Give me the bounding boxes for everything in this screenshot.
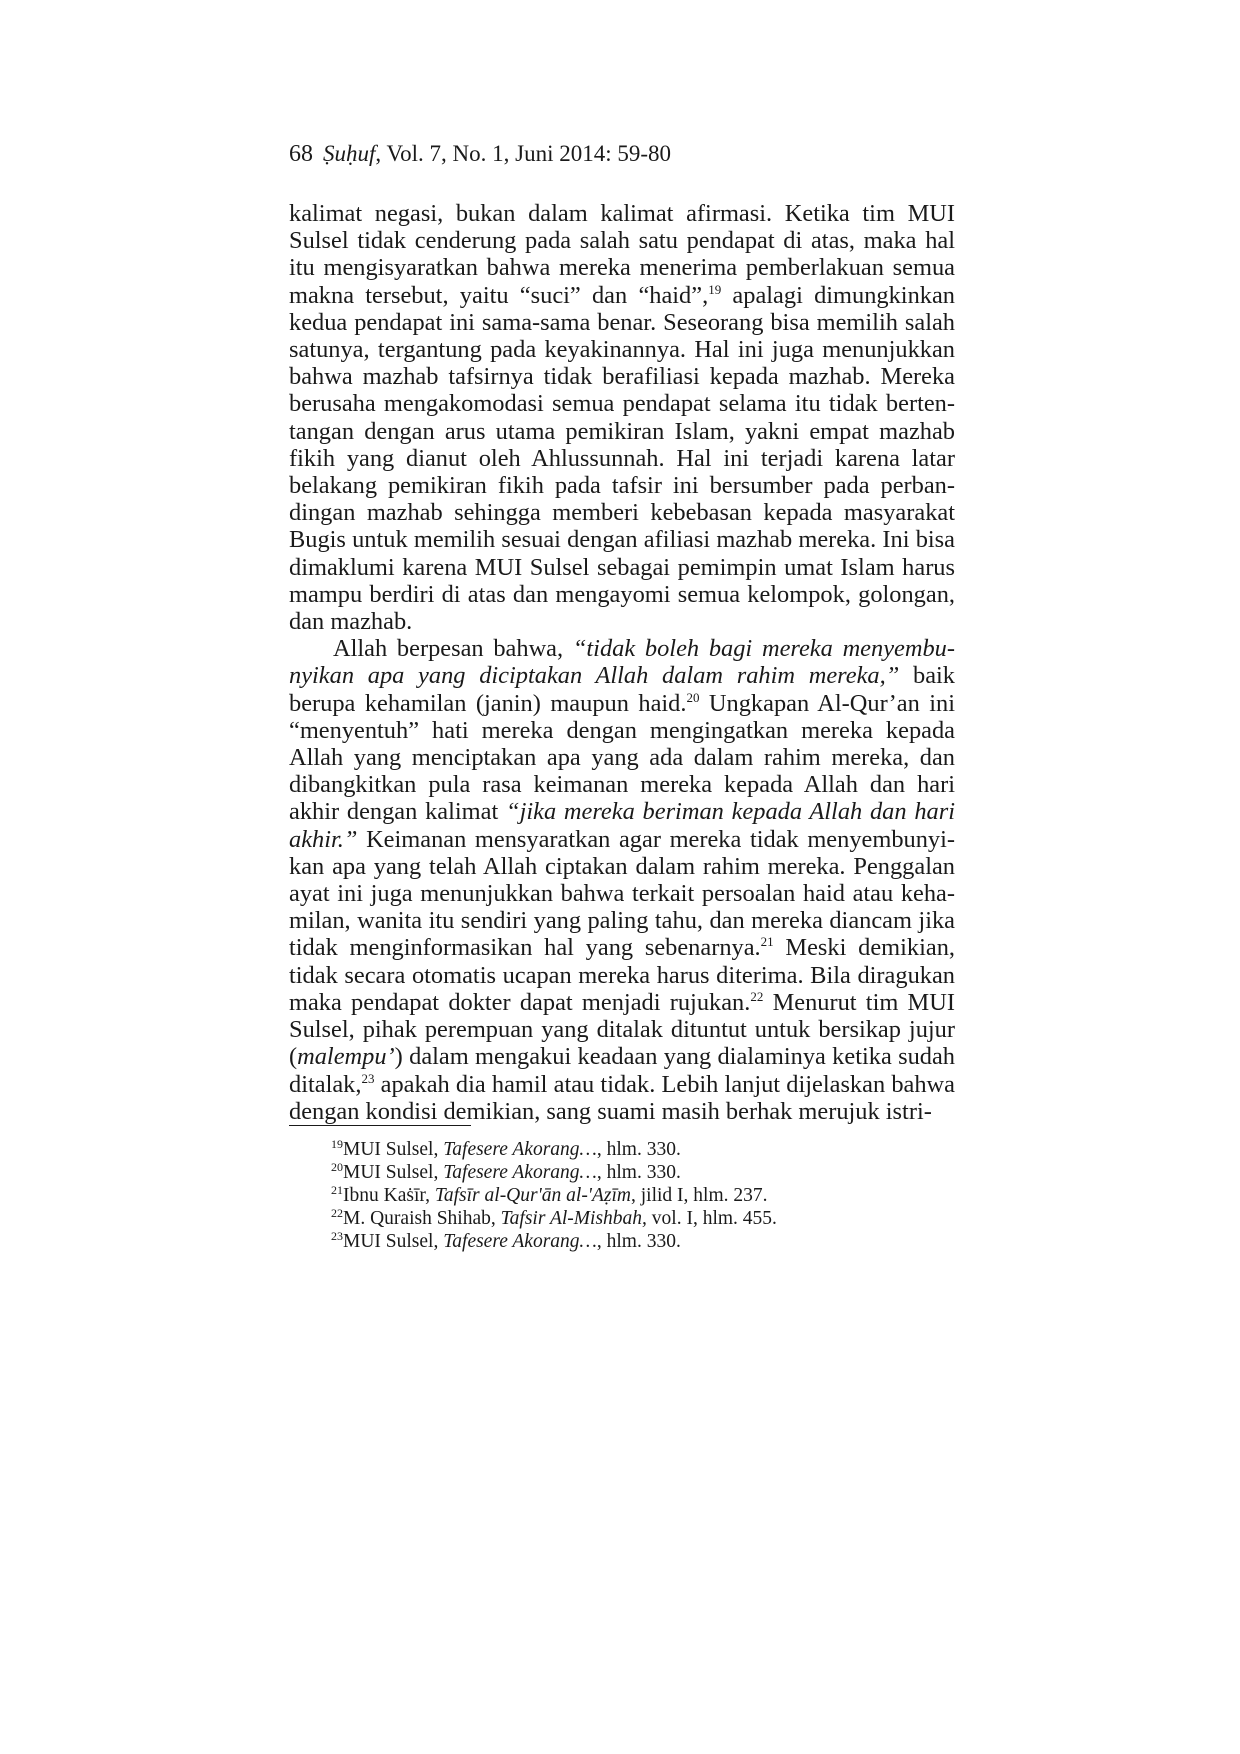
footnote-22 bbox=[331, 1207, 971, 1230]
footnote-ref-20: 20 bbox=[686, 689, 700, 705]
footnote-number: 19 bbox=[331, 1137, 343, 1151]
paragraph-1-text-b: apalagi dimungkinkan kedua pendapat ini sama-sama benar. Seseorang bisa memilih salah satunya, tergantung pada keyakinannya. Hal ini juga menunjukkan bahwa mazhab tafsirnya tidak berafiliasi kepada mazhab. Mereka berusaha mengakomodasi semua pendapat selama itu tidak bertentangan dengan arus utama pemikiran Islam, yakni empat mazhab fikih yang dianut oleh Ahlussunnah. Hal ini terjadi karena latar belakang pemikiran fikih pada tafsir ini bersumber pada perbandingan mazhab sehingga memberi kebebasan kepada masyarakat Bugis untuk memilih sesuai dengan afiliasi mazhab mereka. Ini bisa dimaklumi karena MUI Sulsel sebagai pemimpin umat Islam harus mampu berdiri di atas dan mengayomi semua kelompok, golongan, dan mazhab. bbox=[289, 281, 955, 636]
footnote-author: MUI Sulsel, bbox=[343, 1162, 444, 1183]
footnote-title: Tafsīr al-Qur'ān al-'Aẓīm bbox=[434, 1185, 631, 1206]
body-text bbox=[289, 200, 955, 1125]
footnote-title: Tafesere Akorang… bbox=[443, 1162, 597, 1183]
journal-citation: , Vol. 7, No. 1, Juni 2014: 59-80 bbox=[375, 141, 672, 166]
footnote-number: 23 bbox=[331, 1229, 343, 1243]
footnote-ref-22: 22 bbox=[750, 988, 764, 1004]
footnote-title: Tafesere Akorang… bbox=[443, 1231, 597, 1252]
footnote-number: 22 bbox=[331, 1206, 343, 1220]
paragraph-1-text-a: kalimat negasi, bukan dalam kalimat afirmasi. Ketika tim MUI Sulsel tidak cenderung pada salah satu pendapat di atas, maka hal itu mengisyaratkan bahwa mereka menerima pemberlakuan semua makna tersebut, yaitu “suci” dan “haid”, bbox=[289, 200, 955, 309]
footnote-title: Tafsir Al-Mishbah, bbox=[500, 1208, 647, 1229]
paragraph-2-text-c: Ungkapan Al-Qur’an ini “menyentuh” hati mereka dengan mengingatkan mereka kepada Allah yang menciptakan apa yang ada dalam rahim mereka, dan dibangkitkan pula rasa keimanan mereka kepada Allah dan hari akhir dengan kalimat bbox=[289, 689, 955, 826]
footnote-title: Tafesere Akorang… bbox=[443, 1139, 597, 1160]
footnote-ref-23: 23 bbox=[361, 1070, 375, 1086]
paragraph-2-text-a: Allah berpesan bahwa, bbox=[333, 635, 573, 663]
paragraph-1 bbox=[289, 200, 955, 635]
footnote-author: Ibnu Kaṡīr, bbox=[343, 1185, 435, 1206]
paragraph-2-text-h: apakah dia hamil atau tidak. Lebih lanjut dijelaskan bahwa dengan kondisi demikian, sang suami masih berhak merujuk istri- bbox=[289, 1070, 955, 1125]
footnote-21 bbox=[331, 1184, 971, 1207]
footnote-23 bbox=[331, 1230, 971, 1253]
footnote-divider bbox=[289, 1125, 471, 1126]
footnote-author: M. Quraish Shihab, bbox=[343, 1208, 501, 1229]
footnote-author: MUI Sulsel, bbox=[343, 1231, 444, 1252]
footnote-ref-21: 21 bbox=[760, 934, 774, 950]
footnotes bbox=[331, 1138, 971, 1253]
paragraph-2-text-g: ) dalam mengakui keadaan yang dialaminya ketika sudah ditalak, bbox=[289, 1043, 955, 1098]
footnote-rest: , jilid I, hlm. 237. bbox=[630, 1185, 768, 1206]
paragraph-2-text-e: Meski demikian, tidak secara otomatis ucapan mereka harus diterima. Bila diragukan maka pendapat dokter dapat menjadi rujukan. bbox=[289, 934, 955, 1016]
footnote-rest: vol. I, hlm. 455. bbox=[646, 1208, 777, 1229]
footnote-rest: , hlm. 330. bbox=[596, 1162, 681, 1183]
quran-quote-1: “tidak boleh bagi mereka menyembunyikan apa yang diciptakan Allah dalam rahim mereka,” bbox=[289, 635, 955, 690]
footnote-number: 20 bbox=[331, 1160, 343, 1174]
quran-quote-2: “jika mereka beriman kepada Allah dan hari akhir.” bbox=[289, 798, 955, 853]
footnote-ref-19: 19 bbox=[708, 281, 722, 297]
paragraph-2-text-b: baik berupa kehamilan (janin) maupun haid. bbox=[289, 662, 956, 717]
footnote-rest: , hlm. 330. bbox=[596, 1231, 681, 1252]
footnote-rest: , hlm. 330. bbox=[596, 1139, 681, 1160]
footnote-author: MUI Sulsel, bbox=[343, 1139, 444, 1160]
journal-name: Ṣuḥuf bbox=[323, 141, 376, 166]
footnote-number: 21 bbox=[331, 1183, 343, 1197]
running-header bbox=[289, 139, 671, 169]
paragraph-2-text-f: Menurut tim MUI Sulsel, pihak perempuan yang ditalak dituntut untuk bersikap jujur ( bbox=[289, 988, 955, 1071]
page-number: 68 bbox=[289, 141, 313, 167]
footnote-20 bbox=[331, 1161, 971, 1184]
footnote-19 bbox=[331, 1138, 971, 1161]
bugis-term: malempu’ bbox=[297, 1043, 395, 1071]
paragraph-2-text-d: Keimanan mensyaratkan agar mereka tidak menyembunyikan apa yang telah Allah ciptakan dalam rahim mereka. Penggalan ayat ini juga menunjukkan bahwa terkait persoalan haid atau kehamilan, wanita itu sendiri yang paling tahu, dan mereka diancam jika tidak menginformasikan hal yang sebenarnya. bbox=[289, 825, 955, 962]
paragraph-2 bbox=[289, 635, 955, 1125]
